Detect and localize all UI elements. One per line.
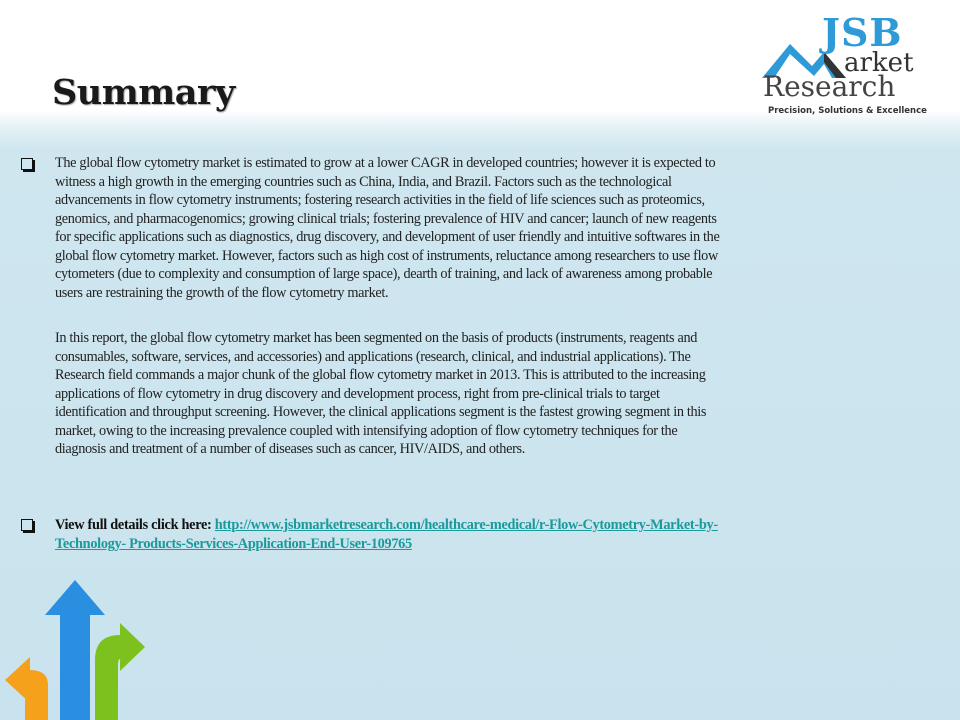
text-line: In this report, the global flow cytometry market has been segmented on the basis of products (instruments, reagents and: [55, 330, 698, 346]
slide-title: Summary: [52, 72, 235, 113]
logo-market: arket: [844, 48, 914, 78]
text-line: identification and throughput screening. However, the clinical applications segment is the fastest growing segment in this: [55, 404, 707, 420]
bullet-checkbox-icon: [21, 158, 33, 170]
summary-paragraph-1: [55, 154, 719, 302]
text-line: witness a high growth in the emerging countries such as China, India, and Brazil. Factors such as the technological: [55, 173, 672, 190]
logo-tagline: Precision, Solutions & Excellence: [768, 106, 927, 116]
text-line: market, owing to the increasing prevalence coupled with intensifying adoption of flow cytometry techniques for the: [55, 422, 678, 439]
logo-research: Research: [763, 70, 896, 103]
text-line: The global flow cytometry market is estimated to grow at a lower CAGR in developed countries; however it is expected to: [55, 155, 716, 171]
details-link-row: [55, 516, 718, 554]
text-line: global flow cytometry market. However, factors such as high cost of instruments, reluctance among researchers to use flow: [55, 247, 718, 264]
text-line: cytometers (due to complexity and consumption of large space), dearth of training, and lack of awareness among probable: [55, 266, 713, 282]
summary-paragraph-2: [55, 329, 706, 459]
text-line: consumables, software, services, and accessories) and applications (research, clinical, and industrial applications). The: [55, 348, 691, 365]
text-line: users are restraining the growth of the flow cytometry market.: [55, 284, 389, 301]
details-link-continued[interactable]: Technology- Products-Services-Application-End-User-109765: [55, 536, 412, 552]
jsb-market-research-logo: [760, 10, 935, 125]
details-label: View full details click here:: [55, 517, 212, 533]
text-line: applications of flow cytometry in drug discovery and development process, right from pre-clinical trials to target: [55, 385, 660, 402]
growth-arrows-icon: [0, 575, 160, 720]
text-line: for specific applications such as diagnostics, drug discovery, and development of user friendly and intuitive softwares in the: [55, 229, 720, 245]
bullet-checkbox-icon: [21, 519, 33, 531]
text-line: genomics, and pharmacogenomics; growing clinical trials; fostering prevalence of HIV and cancer; launch of new reagents: [55, 210, 717, 227]
text-line: diagnosis and treatment of a number of diseases such as cancer, HIV/AIDS, and others.: [55, 441, 525, 457]
text-line: advancements in flow cytometry instruments; fostering research activities in the field of life sciences such as proteomics,: [55, 192, 705, 208]
text-line: Research field commands a major chunk of the global flow cytometry market in 2013. This is attributed to the increasing: [55, 367, 706, 383]
details-link[interactable]: http://www.jsbmarketresearch.com/healthcare-medical/r-Flow-Cytometry-Market-by-: [214, 517, 718, 533]
logo-jsb: JSB: [822, 10, 903, 55]
